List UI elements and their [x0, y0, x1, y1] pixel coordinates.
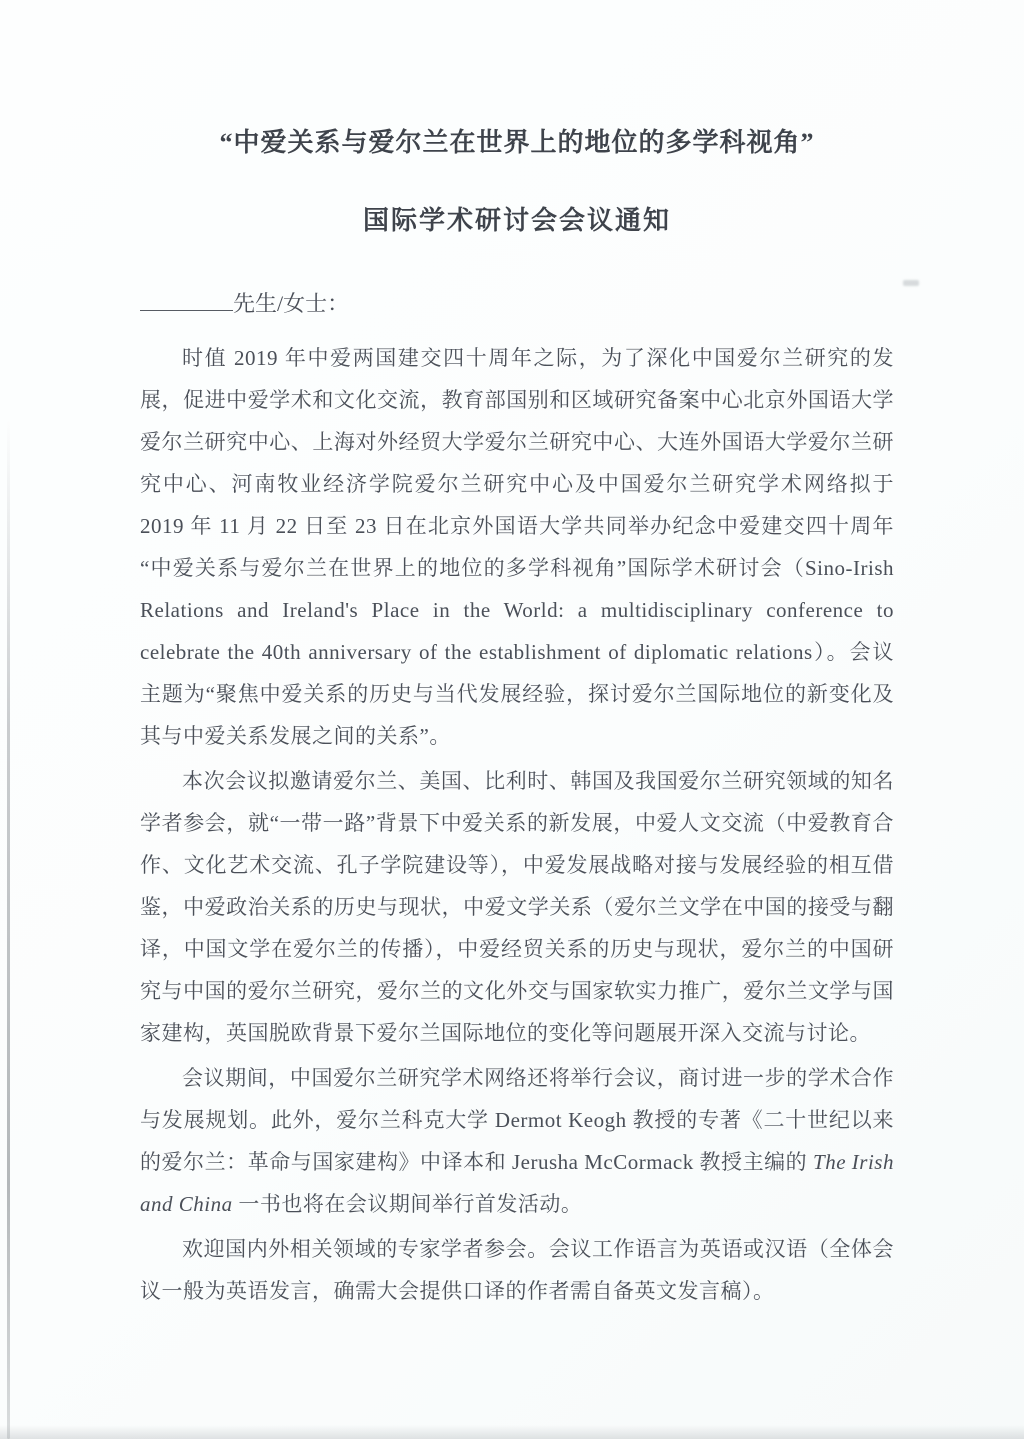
book-title-italic: The Irish and China	[140, 1150, 894, 1216]
document-subtitle: 国际学术研讨会会议通知	[362, 206, 671, 235]
paragraph	[140, 337, 894, 757]
document	[140, 126, 894, 1315]
document-body	[140, 337, 894, 1312]
text-run: 欢迎国内外相关领域的专家学者参会。会议工作语言为英语或汉语（全体会议一般为英语发言，确需大会提供口译的作者需自备英文发言稿）。	[140, 1237, 894, 1303]
text-run: 一书也将在会议期间举行首发活动。	[232, 1192, 583, 1216]
salutation	[140, 288, 894, 319]
salutation-blank-line	[140, 288, 233, 311]
text-run: 会议期间，中国爱尔兰研究学术网络还将举行会议，商讨进一步的学术合作与发展规划。此外，爱尔兰科克大学 Dermot Keogh 教授的专著《二十世纪以来的爱尔兰：革命与国家建构》中译本和 Jerusha McCormack 教授主编的	[140, 1066, 894, 1174]
scan-edge-left	[7, 420, 10, 1439]
paragraph	[140, 1057, 894, 1225]
paragraph	[140, 1228, 894, 1312]
paragraph	[140, 760, 894, 1054]
scan-edge-bottom	[0, 1425, 1024, 1439]
salutation-text: 先生/女士：	[233, 291, 350, 316]
scan-artifact	[903, 280, 919, 286]
text-run: 本次会议拟邀请爱尔兰、美国、比利时、韩国及我国爱尔兰研究领域的知名学者参会，就“一带一路”背景下中爱关系的新发展，中爱人文交流（中爱教育合作、文化艺术交流、孔子学院建设等），中爱发展战略对接与发展经验的相互借鉴，中爱政治关系的历史与现状，中爱文学关系（爱尔兰文学在中国的接受与翻译，中国文学在爱尔兰的传播），中爱经贸关系的历史与现状，爱尔兰的中国研究与中国的爱尔兰研究，爱尔兰的文化外交与国家软实力推广，爱尔兰文学与国家建构，英国脱欧背景下爱尔兰国际地位的变化等问题展开深入交流与讨论。	[140, 769, 894, 1045]
document-title: “中爱关系与爱尔兰在世界上的地位的多学科视角”	[219, 128, 815, 157]
text-run: 时值 2019 年中爱两国建交四十周年之际，为了深化中国爱尔兰研究的发展，促进中爱学术和文化交流，教育部国别和区域研究备案中心北京外国语大学爱尔兰研究中心、上海对外经贸大学爱尔兰研究中心、大连外国语大学爱尔兰研究中心、河南牧业经济学院爱尔兰研究中心及中国爱尔兰研究学术网络拟于 2019 年 11 月 22 日至 23 日在北京外国语大学共同举办纪念中爱建交四十周年“中爱关系与爱尔兰在世界上的地位的多学科视角”国际学术研讨会（Sino-Irish Relations and Ireland's Place in the World: a multidisciplinary conference to celebrate the 40th anniversary of the establishment of diplomatic relations）。会议主题为“聚焦中爱关系的历史与当代发展经验，探讨爱尔兰国际地位的新变化及其与中爱关系发展之间的关系”。	[140, 346, 894, 748]
